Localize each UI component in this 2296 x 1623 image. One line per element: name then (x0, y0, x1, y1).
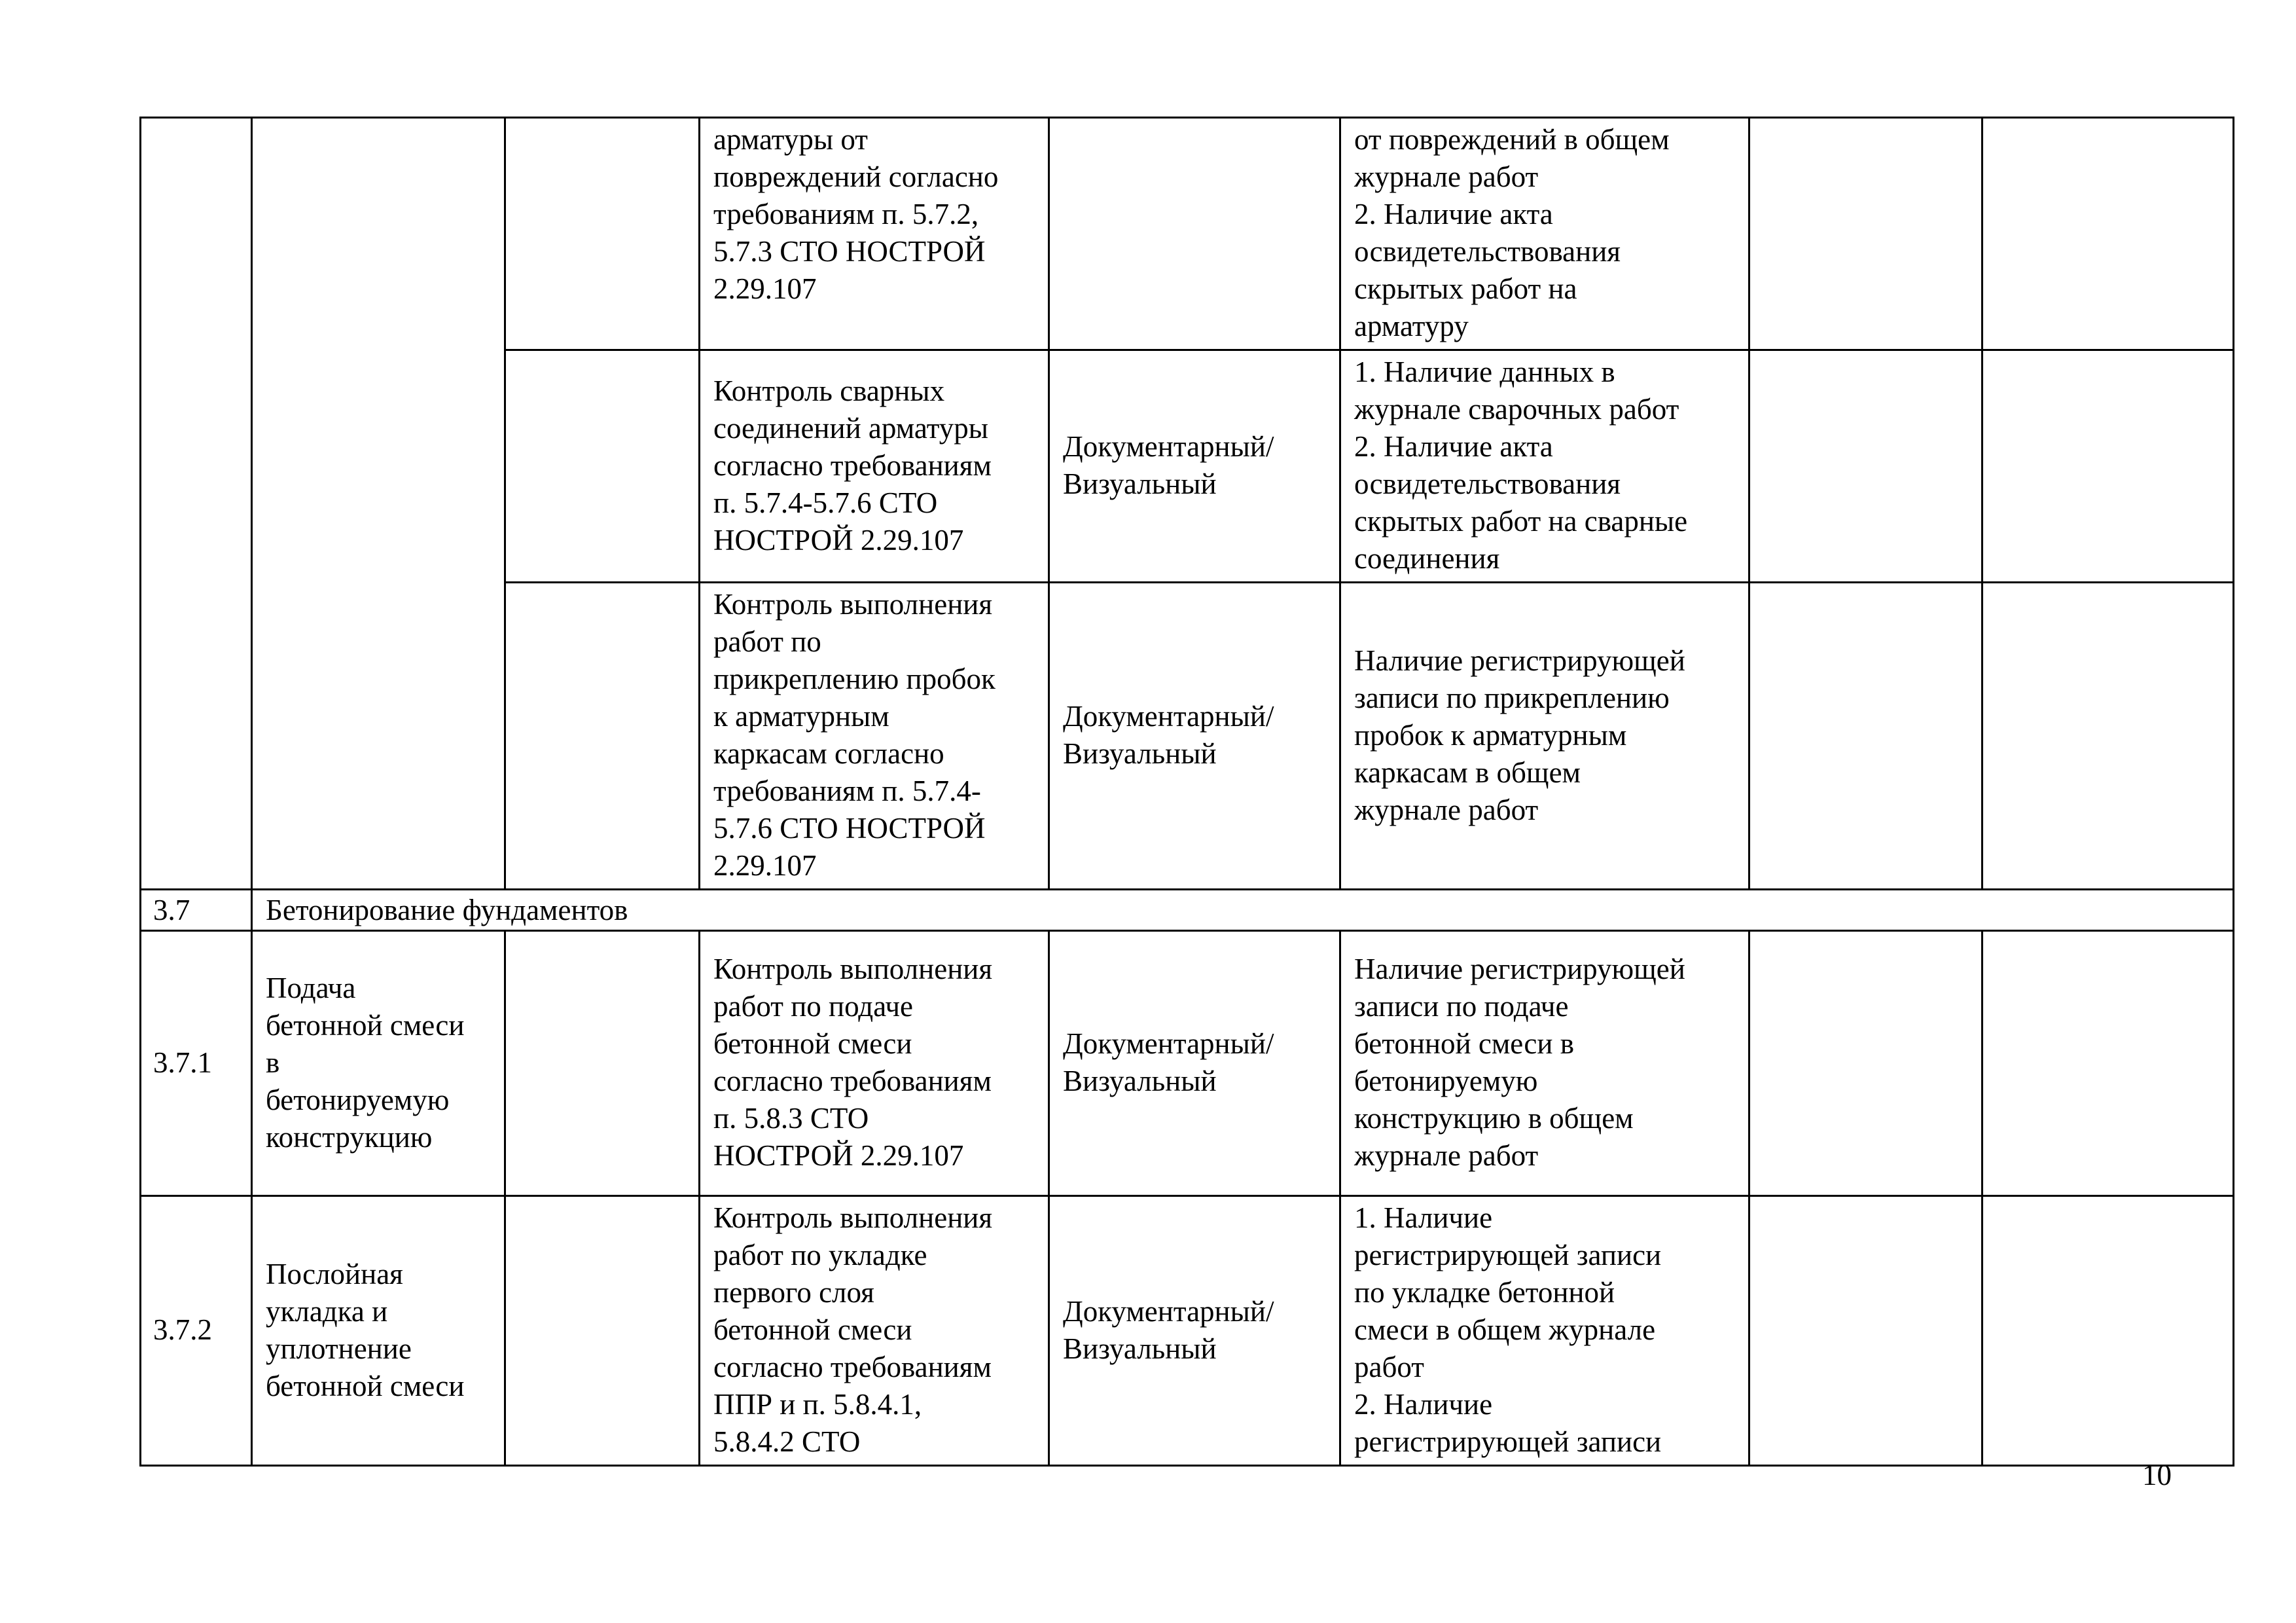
cell-col8 (1982, 1196, 2234, 1466)
cell-col7 (1749, 1196, 1982, 1466)
cell-control: Контроль сварных соединений арматуры согласно требованиям п. 5.7.4-5.7.6 СТО НОСТРОЙ 2.29.107 (700, 350, 1049, 583)
cell-object (505, 1196, 700, 1466)
cell-object (505, 931, 700, 1196)
cell-col7 (1749, 118, 1982, 350)
cell-col8 (1982, 583, 2234, 890)
table-row (141, 118, 2234, 350)
cell-stage (252, 118, 505, 890)
cell-object (505, 118, 700, 350)
table-row (141, 931, 2234, 1196)
cell-method: Документарный/ Визуальный (1049, 1196, 1340, 1466)
cell-col8 (1982, 931, 2234, 1196)
cell-num: 3.7.2 (141, 1196, 252, 1466)
cell-col7 (1749, 583, 1982, 890)
cell-result: Наличие регистрирующей записи по подаче бетонной смеси в бетонируемую конструкцию в общем журнале работ (1340, 931, 1749, 1196)
cell-result: от повреждений в общем журнале работ 2. Наличие акта освидетельствования скрытых работ на арматуру (1340, 118, 1749, 350)
cell-method: Документарный/ Визуальный (1049, 350, 1340, 583)
cell-result: 1. Наличие регистрирующей записи по укладке бетонной смеси в общем журнале работ 2. Наличие регистрирующей записи (1340, 1196, 1749, 1466)
cell-control: Контроль выполнения работ по подаче бетонной смеси согласно требованиям п. 5.8.3 СТО НОСТРОЙ 2.29.107 (700, 931, 1049, 1196)
cell-col8 (1982, 118, 2234, 350)
section-title: Бетонирование фундаментов (252, 890, 2234, 931)
table-row (141, 1196, 2234, 1466)
cell-col8 (1982, 350, 2234, 583)
cell-object (505, 350, 700, 583)
cell-num: 3.7.1 (141, 931, 252, 1196)
cell-num (141, 118, 252, 890)
section-number: 3.7 (141, 890, 252, 931)
cell-control: Контроль выполнения работ по укладке первого слоя бетонной смеси согласно требованиям ППР и п. 5.8.4.1, 5.8.4.2 СТО (700, 1196, 1049, 1466)
cell-col7 (1749, 350, 1982, 583)
section-row (141, 890, 2234, 931)
page-number: 10 (2142, 1459, 2172, 1491)
cell-object (505, 583, 700, 890)
cell-result: Наличие регистрирующей записи по прикреплению пробок к арматурным каркасам в общем журнале работ (1340, 583, 1749, 890)
cell-control: Контроль выполнения работ по прикреплению пробок к арматурным каркасам согласно требованиям п. 5.7.4- 5.7.6 СТО НОСТРОЙ 2.29.107 (700, 583, 1049, 890)
cell-col7 (1749, 931, 1982, 1196)
cell-method (1049, 118, 1340, 350)
cell-method: Документарный/ Визуальный (1049, 583, 1340, 890)
cell-stage: Подача бетонной смеси в бетонируемую конструкцию (252, 931, 505, 1196)
cell-stage: Послойная укладка и уплотнение бетонной смеси (252, 1196, 505, 1466)
cell-method: Документарный/ Визуальный (1049, 931, 1340, 1196)
cell-control: арматуры от повреждений согласно требованиям п. 5.7.2, 5.7.3 СТО НОСТРОЙ 2.29.107 (700, 118, 1049, 350)
control-table (139, 117, 2234, 1467)
cell-result: 1. Наличие данных в журнале сварочных работ 2. Наличие акта освидетельствования скрытых работ на сварные соединения (1340, 350, 1749, 583)
